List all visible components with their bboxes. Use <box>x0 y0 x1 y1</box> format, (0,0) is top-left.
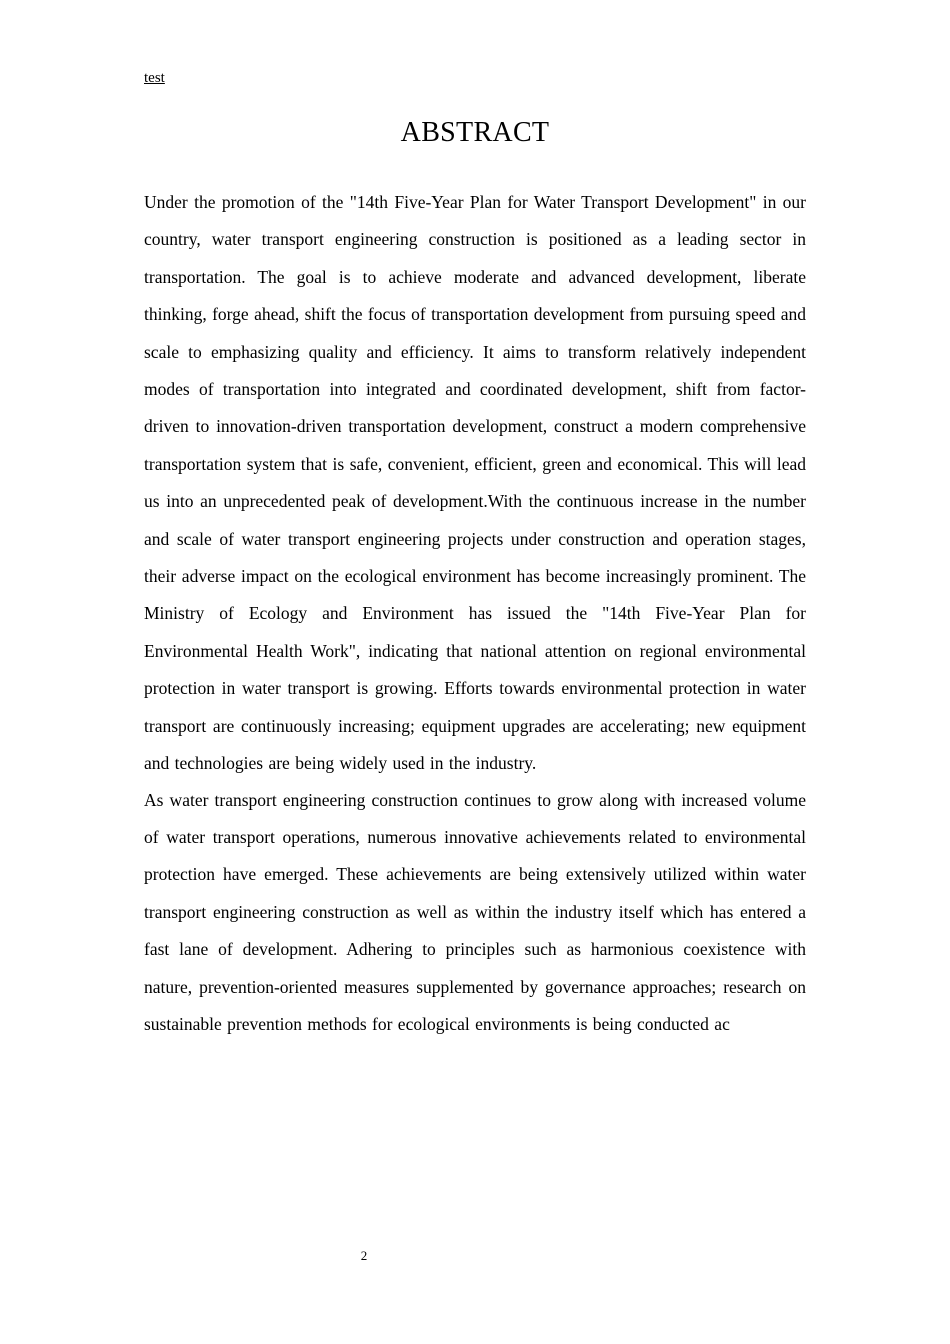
abstract-paragraph-1: Under the promotion of the "14th Five-Year Plan for Water Transport Development" in our country, water transport engineering construction is positioned as a leading sector in transportation. The goal is to achieve moderate and advanced development, liberate thinking, forge ahead, shift the focus of transportation development from pursuing speed and scale to emphasizing quality and efficiency. It aims to transform relatively independent modes of transportation into integrated and coordinated development, shift from factor-driven to innovation-driven transportation development, construct a modern comprehensive transportation system that is safe, convenient, efficient, green and economical. This will lead us into an unprecedented peak of development.With the continuous increase in the number and scale of water transport engineering projects under construction and operation stages, their adverse impact on the ecological environment has become increasingly prominent. The Ministry of Ecology and Environment has issued the "14th Five-Year Plan for Environmental Health Work", indicating that national attention on regional environmental protection in water transport is growing. Efforts towards environmental protection in water transport are continuously increasing; equipment upgrades are accelerating; new equipment and technologies are being widely used in the industry. <box>144 192 806 774</box>
abstract-body <box>144 184 806 1043</box>
header-link[interactable]: test <box>144 70 165 86</box>
abstract-title: ABSTRACT <box>400 117 550 148</box>
page-number: 2 <box>360 1248 368 1263</box>
abstract-paragraph-2: As water transport engineering construction continues to grow along with increased volume of water transport operations, numerous innovative achievements related to environmental protection have emerged. These achievements are being extensively utilized within water transport engineering construction as well as within the industry itself which has entered a fast lane of development. Adhering to principles such as harmonious coexistence with nature, prevention-oriented measures supplemented by governance approaches; research on sustainable prevention methods for ecological environments is being conducted ac <box>144 789 806 1034</box>
